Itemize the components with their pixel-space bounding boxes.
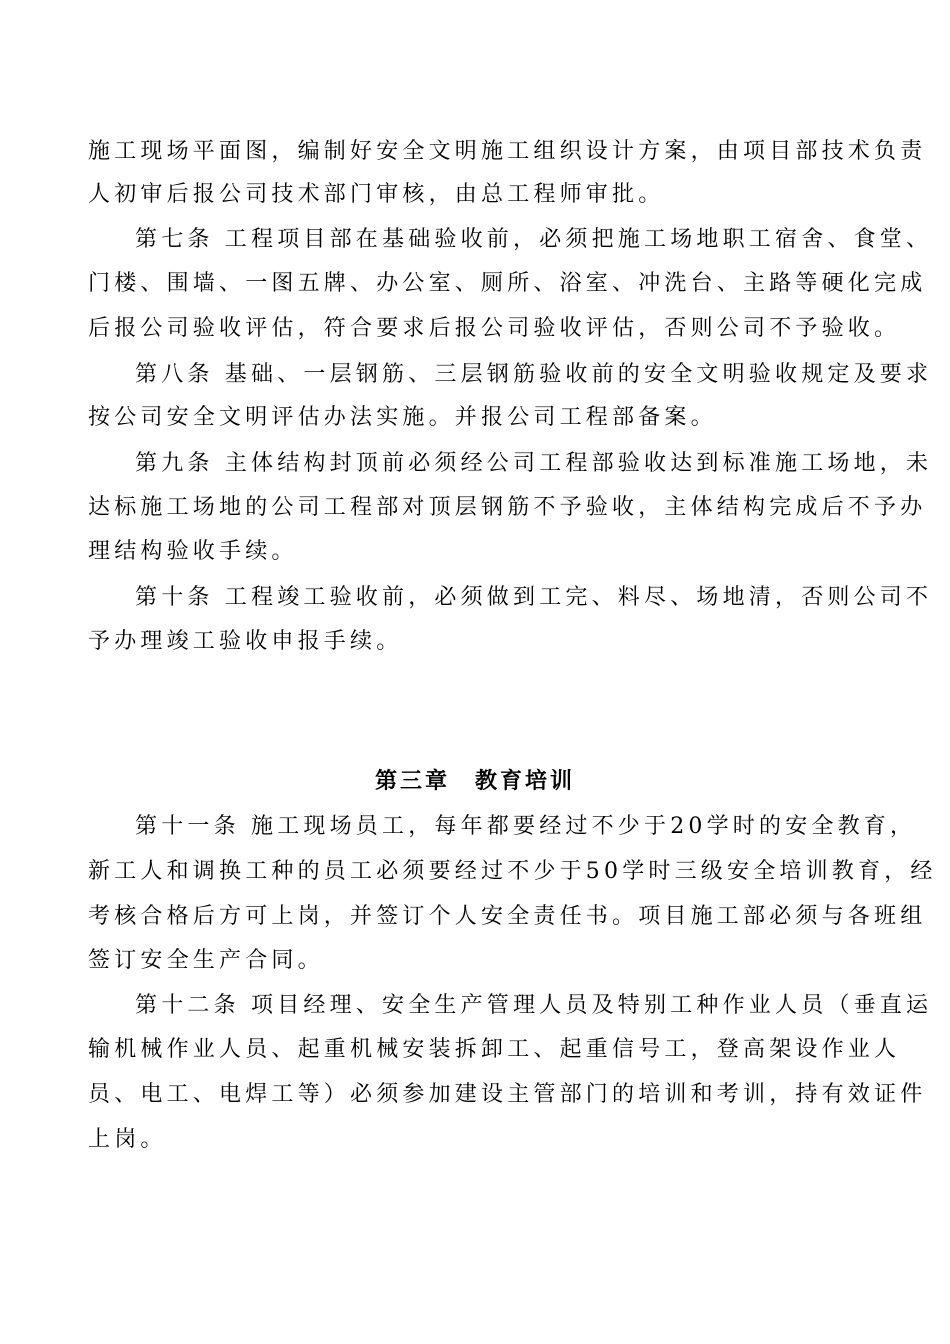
article-8-line: 第八条 基础、一层钢筋、三层钢筋验收前的安全文明验收规定及要求 [135, 362, 933, 387]
article-7-line: 第七条 工程项目部在基础验收前，必须把施工场地职工宿舍、食堂、 [135, 227, 933, 252]
article-7-line: 门楼、围墙、一图五牌、办公室、厕所、浴室、冲洗台、主路等硬化完成 [88, 271, 927, 296]
article-8-line: 按公司安全文明评估办法实施。并报公司工程部备案。 [88, 405, 717, 430]
article-12-line: 第十二条 项目经理、安全生产管理人员及特别工种作业人员（垂直运 [135, 993, 933, 1018]
article-7-line: 后报公司验收评估，符合要求后报公司验收评估，否则公司不予验收。 [88, 316, 901, 341]
article-11-line: 签订安全生产合同。 [88, 948, 324, 973]
chapter-heading: 第三章 教育培训 [374, 768, 575, 794]
article-9-line: 理结构验收手续。 [88, 539, 298, 564]
article-10-line: 第十条 工程竣工验收前，必须做到工完、料尽、场地清，否则公司不 [135, 585, 933, 610]
article-10-line: 予办理竣工验收申报手续。 [88, 629, 403, 654]
article-9-line: 第九条 主体结构封顶前必须经公司工程部验收达到标准施工场地，未 [135, 451, 933, 476]
article-9-line: 达标施工场地的公司工程部对顶层钢筋不予验收，主体结构完成后不予办 [88, 495, 927, 520]
article-12-line: 上岗。 [88, 1127, 167, 1152]
article-11-line: 考核合格后方可上岗，并签订个人安全责任书。项目施工部必须与各班组 [88, 904, 927, 929]
article-11-line: 新工人和调换工种的员工必须要经过不少于50学时三级安全培训教育，经 [88, 859, 937, 884]
article-11-line: 第十一条 施工现场员工，每年都要经过不少于20学时的安全教育， [135, 814, 917, 839]
article-12-line: 输机械作业人员、起重机械安装拆卸工、起重信号工，登高架设作业人 [88, 1037, 901, 1062]
paragraph-line: 施工现场平面图，编制好安全文明施工组织设计方案，由项目部技术负责 [88, 139, 927, 164]
paragraph-line: 人初审后报公司技术部门审核，由总工程师审批。 [88, 182, 665, 207]
article-12-line: 员、电工、电焊工等）必须参加建设主管部门的培训和考训，持有效证件 [88, 1082, 927, 1107]
